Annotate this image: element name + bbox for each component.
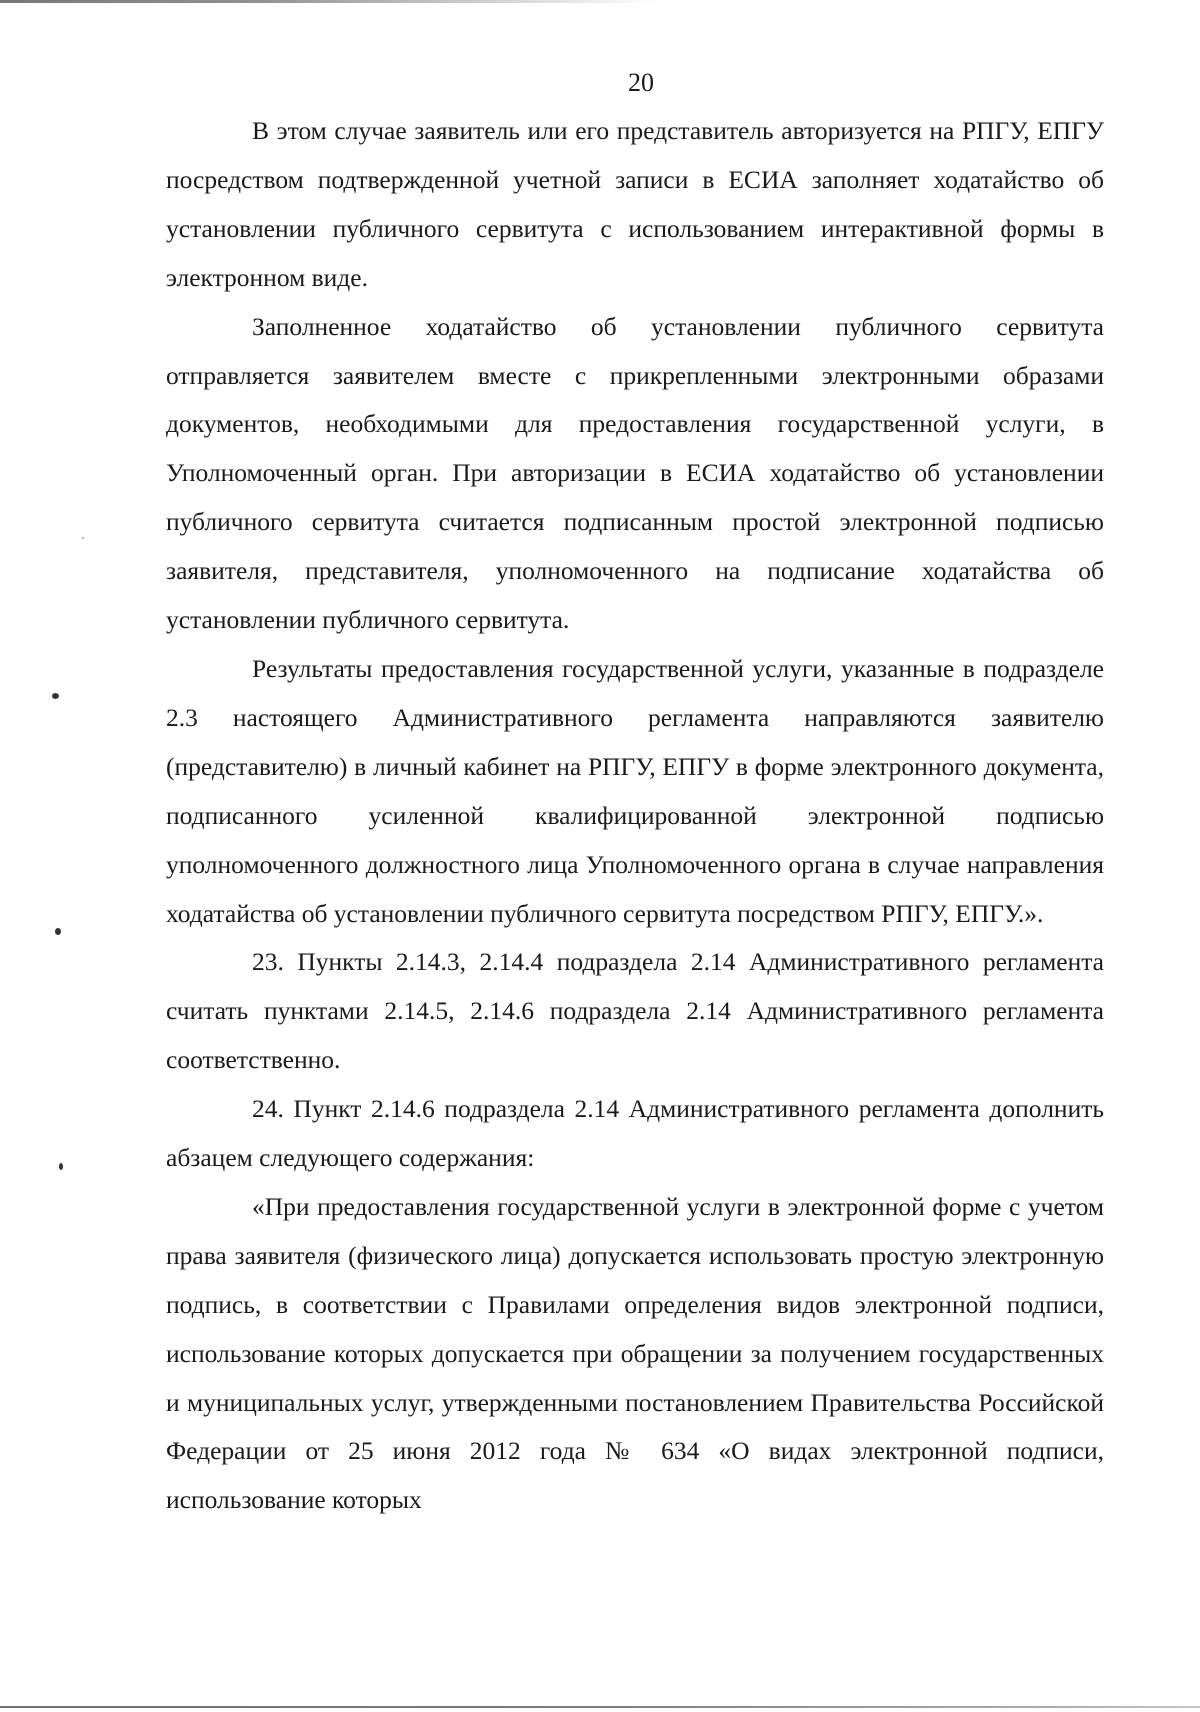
scan-edge-bottom (0, 1706, 1200, 1708)
page-number: 20 (628, 68, 654, 97)
paragraph-quoted-addition: «При предоставления государственной услуги в электронной форме с учетом права заявителя (физического лица) допускается использовать простую электронную подпись, в соответствии с Правилами определения видов электронной подписи, использование которых допускается при обращении за получением государственных и муниципальных услуг, утвержденными постановлением Правительства Российской Федерации от 25 июня 2012 года № 634 «О видах электронной подписи, использование которых (166, 1191, 1104, 1515)
paragraph-submitted-application: Заполненное ходатайство об установлении публичного сервитута отправляется заявителем вместе с прикрепленными электронными образами документов, необходимыми для предоставления государственной услуги, в Уполномоченный орган. При авторизации в ЕСИА ходатайство об установлении публичного сервитута считается подписанным простой электронной подписью заявителя, представителя, уполномоченного на подписание ходатайства об установлении публичного сервитута. (166, 311, 1104, 635)
scan-edge-top (0, 0, 660, 3)
scan-speck (59, 1163, 63, 1170)
scan-speck (52, 693, 59, 699)
paragraph-item-24: 24. Пункт 2.14.6 подраздела 2.14 Административного регламента дополнить абзацем следующего содержания: (166, 1094, 1104, 1173)
scan-speck (82, 537, 84, 539)
paragraph-item-23: 23. Пункты 2.14.3, 2.14.4 подраздела 2.14 Административного регламента считать пунктами 2.14.5, 2.14.6 подраздела 2.14 Административного регламента соответственно. (166, 947, 1104, 1075)
scan-speck (55, 928, 61, 935)
paragraph-service-results: Результаты предоставления государственной услуги, указанные в подразделе 2.3 настоящего Административного регламента направляются заявителю (представителю) в личный кабинет на РПГУ, ЕПГУ в форме электронного документа, подписанного усиленной квалифицированной электронной подписью уполномоченного должностного лица Уполномоченного органа в случае направления ходатайства об установлении публичного сервитута посредством РПГУ, ЕПГУ.». (166, 653, 1104, 928)
document-body (166, 107, 1104, 1525)
paragraph-electronic-application: В этом случае заявитель или его представитель авторизуется на РПГУ, ЕПГУ посредством подтвержденной учетной записи в ЕСИА заполняет ходатайство об установлении публичного сервитута с использованием интерактивной формы в электронном виде. (166, 116, 1104, 292)
